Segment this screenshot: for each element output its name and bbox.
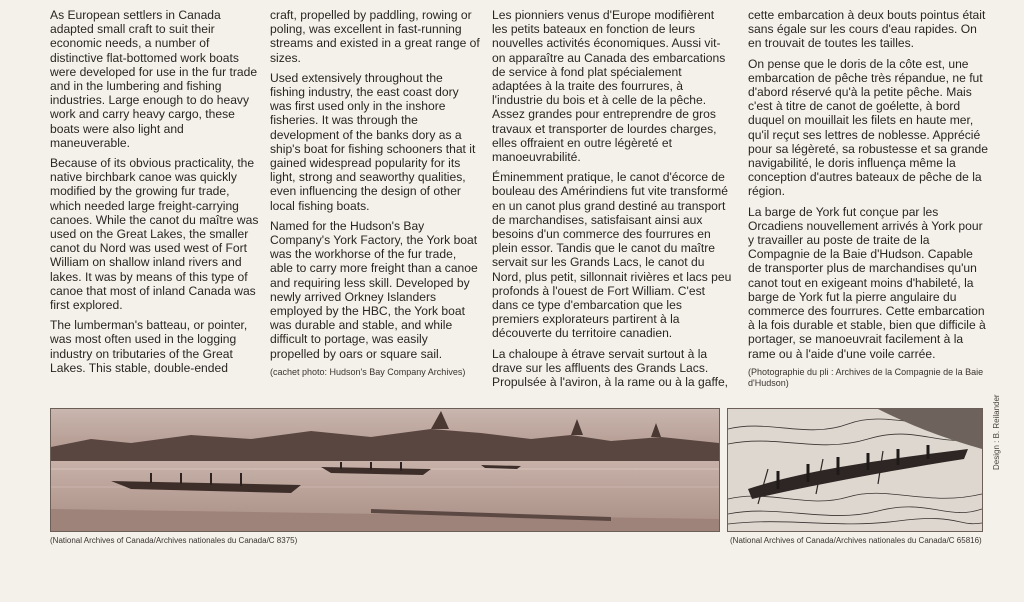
design-credit: Design : B. Reilander — [992, 394, 1001, 470]
river-scene-illustration — [51, 409, 719, 531]
paragraph: Les pionniers venus d'Europe modifièrent les petits bateaux en fonction de leurs nouvelles activités économiques. Aussi vit-on apparaître au Canada des embarcations de service à fond plat spécialement adaptées à la traite des fourrures, à l'industrie du bois et à celle de la pêche. Assez grandes pour entreprendre de gros travaux et transporter de lourdes charges, elles offraient en outre légèreté et manoeuvrabilité. — [492, 8, 726, 165]
paragraph: La barge de York fut conçue par les Orcadiens nouvellement arrivés à York pour y travailler au poste de traite de la Compagnie de la Baie d'Hudson. Capable de transporter plus de marchandises qu'un canot tout en exigeant moins d'habileté, la barge de York fut la pierre angulaire du commerce des fourrures. Cette embarcation à la fois durable et stable, bien que difficile à portager, se manoeuvrait facilement à la rame ou à l'aide d'une voile carrée. — [748, 204, 986, 361]
york-boats-river-photo — [50, 408, 720, 532]
paragraph: La chaloupe à étrave servait surtout à la drave sur les affluents des Grands Lacs. Propulsée à l'aviron, à la rame ou à la gaffe, — [492, 346, 729, 390]
right-photo-credit: (National Archives of Canada/Archives nationales du Canada/C 65816) — [730, 536, 982, 545]
french-column-1 — [492, 8, 732, 395]
cachet-photo-caption: (cachet photo: Hudson's Bay Company Archives) — [270, 366, 466, 377]
paragraph: On pense que le doris de la côte est, une embarcation de pêche très répandue, ne fut d'abord réservé qu'à la petite pêche. Mais c'est à titre de canot de goélette, à bord duquel on mouillait les filets en haute mer, qu'il reçut ses lettres de noblesse. Apprécié pour sa légèreté, sa robustesse et sa grande navigabilité, le doris influença même la conception d'autres bateaux de pêche de la région. — [748, 56, 989, 199]
paragraph: As European settlers in Canada adapted small craft to suit their economic needs, a number of distinctive flat-bottomed work boats were developed for use in the fur trade and in the lumbering and fishing industries. Large enough to do heavy work and carry heavy cargo, these boats were also light and maneuverable. — [50, 8, 258, 150]
canoe-engraving-illustration — [728, 409, 982, 531]
paragraph: Because of its obvious practicality, the native birchbark canoe was quickly modified by the growing fur trade, which needed large freight-carrying canoes. While the canot du maître was used on the Great Lakes, the smaller canot du Nord was used west of Fort William on shallow inland rivers and lakes. It was by means of this type of canoe that most of inland Canada was first explored. — [50, 156, 259, 313]
canoe-rapids-engraving — [727, 408, 983, 532]
left-photo-credit: (National Archives of Canada/Archives nationales du Canada/C 8375) — [50, 536, 298, 545]
english-column-1 — [50, 8, 260, 381]
paragraph: cette embarcation à deux bouts pointus était sans égale sur les cours d'eau rapides. On en trouvait de toutes les tailles. — [748, 8, 986, 51]
paragraph: The lumberman's batteau, or pointer, was most often used in the logging industry on tributaries of the Great Lakes. This stable, double-ended — [50, 318, 248, 375]
paragraph: craft, propelled by paddling, rowing or poling, was excellent in fast-running streams and existed in a great range of sizes. — [270, 8, 480, 65]
english-column-2 — [270, 8, 480, 384]
french-column-2 — [748, 8, 988, 395]
paragraph: Named for the Hudson's Bay Company's York Factory, the York boat was the workhorse of the fur trade, able to carry more freight than a canoe and requiring less skill. Developed by newly arrived Orkney Islanders employed by the HBC, the York boat was durable and stable, and while difficult to portage, was easily propelled by oars or square sail. — [270, 218, 478, 361]
paragraph: Éminemment pratique, le canot d'écorce de bouleau des Amérindiens fut vite transformé en un canot plus grand destiné au transport de marchandises, satisfaisant ainsi aux besoins d'un commerce des fourrures en plein essor. Tandis que le canot du maître servait sur les Grands Lacs, le canot du Nord, plus petit, sillonnait rivières et lacs peu profonds à l'ouest de Fort William. C'est dans ce type d'embarcation que les premiers explorateurs partirent à la découverte du territoire canadien. — [492, 170, 732, 341]
cachet-photo-caption-fr: (Photographie du pli : Archives de la Compagnie de la Baie d'Hudson) — [748, 366, 984, 388]
paragraph: Used extensively throughout the fishing industry, the east coast dory was first used only in the inshore fisheries. It was through the development of the banks dory as a ship's boat for fishing schooners that it gained widespread popularity for its light, strong and seaworthy qualities, even influencing the design of other local fishing boats. — [270, 70, 476, 213]
